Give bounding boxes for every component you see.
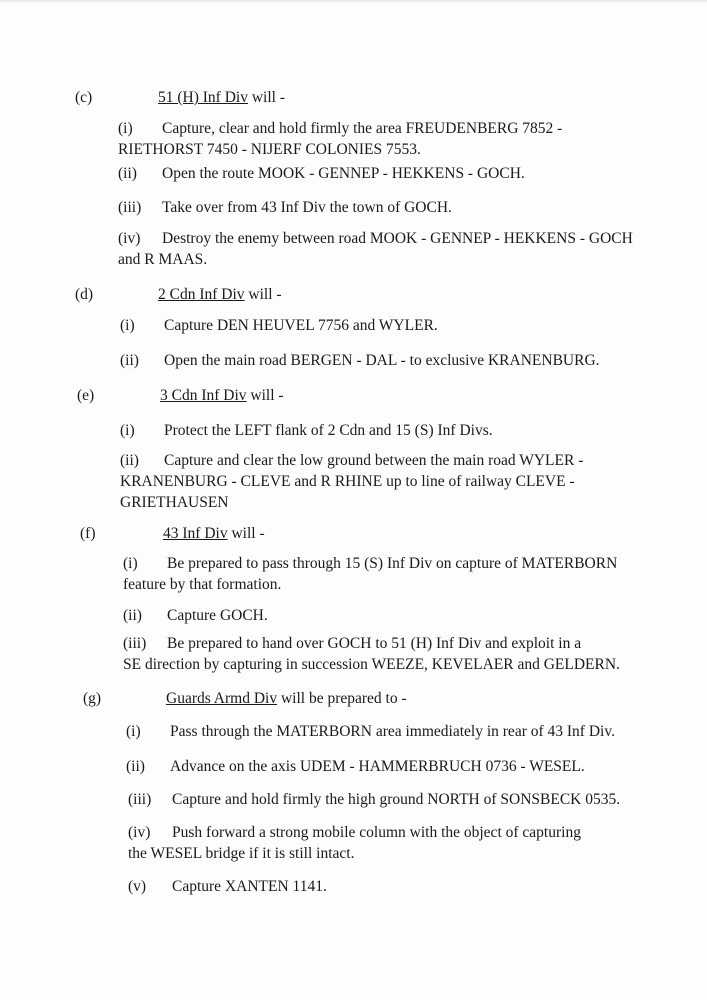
item-number: (iv) [128,824,151,841]
item-text-line: Pass through the MATERBORN area immediately in rear of 43 Inf Div. [170,723,615,740]
item-text-line: Protect the LEFT flank of 2 Cdn and 15 (S) Inf Divs. [164,422,493,439]
section-heading [163,525,265,543]
item-text-line: Be prepared to hand over GOCH to 51 (H) Inf Div and exploit in a [167,635,582,652]
item-number: (iv) [118,230,141,247]
item-text-line: Take over from 43 Inf Div the town of GOCH. [162,199,452,216]
unit-name: Guards Armd Div [166,690,278,707]
item-number: (iii) [123,635,147,652]
item-text-line: Open the route MOOK - GENNEP - HEKKENS - GOCH. [162,165,525,182]
item-number: (i) [120,422,135,439]
item-text-line: Push forward a strong mobile column with the object of capturing [172,824,581,841]
section-letter: (d) [75,286,94,303]
heading-suffix: will be prepared to - [277,690,407,707]
section-heading [166,690,407,708]
item-text-line: Capture DEN HEUVEL 7756 and WYLER. [164,317,438,334]
section-letter: (e) [77,387,95,404]
item-text-line: feature by that formation. [123,576,282,593]
scan-edge [0,0,707,3]
item-text-line: GRIETHAUSEN [120,494,229,511]
section-letter: (g) [83,690,102,707]
item-text-line: RIETHORST 7450 - NIJERF COLONIES 7553. [118,141,421,158]
heading-suffix: will - [244,286,282,303]
section-letter: (f) [80,525,96,542]
heading-suffix: will - [247,89,285,106]
item-text-line: Capture XANTEN 1141. [172,878,327,895]
item-text-line: Open the main road BERGEN - DAL - to exclusive KRANENBURG. [164,352,600,369]
item-text-line: Destroy the enemy between road MOOK - GENNEP - HEKKENS - GOCH [162,230,633,247]
heading-suffix: will - [246,387,284,404]
item-text-line: Capture GOCH. [167,607,268,624]
item-text-line: Advance on the axis UDEM - HAMMERBRUCH 0736 - WESEL. [170,758,585,775]
unit-name: 51 (H) Inf Div [158,89,248,106]
item-number: (i) [120,317,135,334]
item-number: (ii) [123,607,142,624]
item-number: (i) [126,723,141,740]
item-number: (v) [128,878,147,895]
section-heading [158,286,282,304]
section-letter: (c) [75,89,93,106]
item-number: (iii) [118,199,142,216]
item-text-line: Capture and clear the low ground between the main road WYLER - [164,452,584,469]
item-number: (ii) [126,758,145,775]
unit-name: 3 Cdn Inf Div [160,387,247,404]
heading-suffix: will - [227,525,265,542]
section-heading [158,89,285,107]
item-text-line: Be prepared to pass through 15 (S) Inf Div on capture of MATERBORN [167,555,618,572]
item-number: (iii) [128,791,152,808]
section-heading [160,387,284,405]
item-number: (ii) [120,452,139,469]
item-number: (ii) [118,165,137,182]
item-number: (ii) [120,352,139,369]
item-text-line: KRANENBURG - CLEVE and R RHINE up to line of railway CLEVE - [120,473,575,490]
item-text-line: the WESEL bridge if it is still intact. [128,845,355,862]
unit-name: 43 Inf Div [163,525,228,542]
item-number: (i) [118,120,133,137]
item-text-line: Capture, clear and hold firmly the area FREUDENBERG 7852 - [162,120,563,137]
item-text-line: and R MAAS. [118,251,208,268]
unit-name: 2 Cdn Inf Div [158,286,245,303]
item-text-line: Capture and hold firmly the high ground NORTH of SONSBECK 0535. [172,791,621,808]
item-text-line: SE direction by capturing in succession WEEZE, KEVELAER and GELDERN. [123,656,620,673]
item-number: (i) [123,555,138,572]
